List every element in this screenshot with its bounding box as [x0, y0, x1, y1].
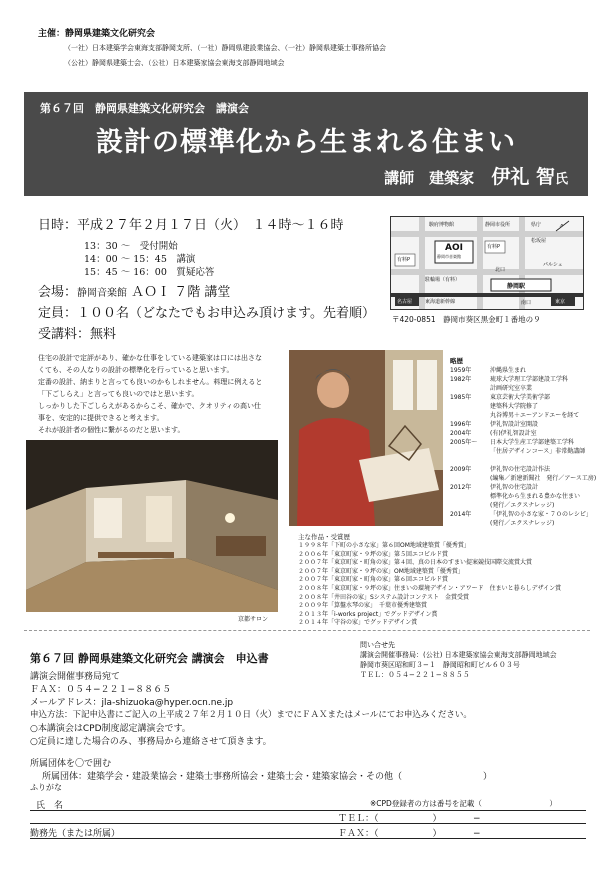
biography: [450, 356, 596, 528]
description-line: 定番の設計、納まりと言っても良いのかもしれません。料理に例えると: [38, 378, 263, 386]
description-line: 事を、安定的に提供できると考えます。: [38, 414, 164, 422]
works-row: ２００７年「東京町家・町角の家」第４回、真の日本のすまい提案競技国際交流賞大賞: [298, 559, 533, 567]
map-minami: 南口: [521, 300, 532, 306]
map-tokyo: 東京: [555, 299, 566, 305]
works-row: ２００７年「東京町家・９坪の家」OM地域建築賞「優秀賞」: [298, 567, 464, 575]
bio-row: 「住居デザインコース」非常勤講師: [490, 448, 586, 455]
description: [38, 352, 274, 436]
works-row: ２００６年「東京町家・９坪の家」第５回エコビルド賞: [298, 550, 449, 558]
description-line: 住宅の設計で定評があり、確かな仕事をしている建築家は口には出さな: [38, 354, 262, 362]
organizer-line-1: （一社）日本建築学会東海支部静岡支所、（一社）静岡県建設業協会、（一社）静岡県建築士事務所協会: [64, 44, 386, 52]
tel-label: ＴＥＬ：（ ） −: [338, 814, 481, 824]
description-line: それが設計者の個性に繋がるのだと思います。: [38, 426, 185, 434]
form-method: 申込方法：下記申込書にご記入の上平成２７年２月１０日（火）までにＦＡＸまたはメールにてお申込みください。: [30, 710, 472, 720]
map-station: 静岡駅: [507, 283, 526, 290]
contact-address: 静岡市葵区昭和町３−１ 静岡昭和町ビル６０３号: [360, 661, 520, 669]
works-row: ２０１４年「守谷の家」でグッドデザイン賞: [298, 619, 418, 627]
portrait-photo: [289, 350, 443, 526]
contact-tel: ＴＥＬ：０５４−２２１−８８５５: [360, 671, 470, 679]
works-row: ２００９年「算盤水琴の家」 千葉市優秀建築賞: [298, 602, 428, 610]
works-row: ２００８年「井田谷の家」Sシステム設計コンテスト 金賞受賞: [298, 593, 469, 601]
form-fax: ＦＡＸ：０５４−２２１−８８６５: [30, 685, 172, 695]
map-tokaido: 東海道新幹線: [425, 299, 456, 305]
map-parche: パルシェ: [543, 262, 563, 268]
work-field[interactable]: [30, 824, 586, 839]
works-row: ２００７年「東京町家・町角の家」第６回エコビルド賞: [298, 576, 449, 584]
furigana-label: ふりがな: [30, 783, 62, 792]
bio-row: 2005年〜 日本大学生産工学部建築工学科: [450, 439, 575, 446]
works-list: [298, 532, 561, 628]
bio-row: 2009年 伊礼智の住宅設計作法: [450, 466, 551, 473]
title-banner: [24, 92, 588, 196]
photo-caption: 京都サロン: [238, 616, 269, 623]
form-note-1: ○本講演会はCPD制度認定講演会です。: [30, 724, 191, 734]
north-arrow-icon: ↗: [559, 223, 564, 229]
map-parking-2: 有料P: [487, 244, 501, 250]
bio-row: 2012年 伊礼智の住宅設計: [450, 484, 539, 491]
map-kitaguchi: 北口: [495, 267, 506, 273]
bio-row: 1996年 伊礼智設計室開設: [450, 421, 539, 428]
venue-hall: 静岡音楽館: [77, 288, 128, 299]
map-aoi-sub: 静岡市音楽館: [437, 254, 461, 259]
name-field[interactable]: [30, 796, 586, 811]
map-pref-hall: 県庁: [531, 222, 542, 228]
bio-row: 丸谷博男＋エーアンドエーを経て: [490, 412, 580, 419]
tel-field[interactable]: [30, 811, 586, 824]
bio-row: (発行／エクスナレッジ): [490, 502, 555, 509]
description-line: しっかりした下ごしらえがあるからこそ、確かで、クオリティの高い仕: [38, 402, 262, 410]
speaker: [384, 162, 568, 189]
form-note-2: ○定員に達した場合のみ、事務局から連絡させて頂きます。: [30, 737, 272, 747]
cpd-note: ※CPD登録者の方は番号を記載（ ）: [370, 799, 557, 808]
contact-label: 問い合せ先: [360, 641, 395, 649]
bio-row: 標準化から生まれる豊かな住まい: [490, 493, 581, 500]
bio-row: (発行／エクスナレッジ): [490, 520, 555, 527]
works-row: １９９８年「下町の小さな家」第６回OM地域建築賞「優秀賞」: [298, 542, 470, 549]
works-heading: 主な作品・受賞歴: [298, 533, 350, 541]
venue-room: ＡＯＩ ７階 講堂: [131, 285, 231, 300]
event-subtitle: 第６７回 静岡県建築文化研究会 講演会: [40, 102, 249, 115]
fax-label: ＦＡＸ：（ ） −: [338, 829, 481, 839]
contact-org: 講演会開催事務局：(公社) 日本建築家協会東海支部静岡地域会: [360, 651, 557, 659]
map-matsuzakaya: 松坂屋: [531, 238, 547, 244]
venue: [38, 281, 230, 300]
venue-label: 会場：: [38, 285, 78, 300]
organizer-heading: 主催：静岡県建築文化研究会: [38, 29, 156, 39]
schedule-1: 13：30 〜 受付開始: [84, 241, 178, 252]
works-row: ２０１３年「i-works project」でグッドデザイン賞: [298, 610, 438, 618]
speaker-honorific: 氏: [554, 172, 568, 187]
description-line: 「下ごしらえ」と言っても良いのではと思います。: [38, 390, 199, 398]
speaker-role: 講師 建築家: [384, 169, 475, 187]
map-nagoya: 名古屋: [397, 299, 413, 305]
contact-info: [360, 640, 557, 680]
cut-line: [24, 630, 590, 631]
venue-address: 〒420-0851 静岡市葵区黒金町１番地の９: [392, 315, 541, 324]
form-mail: メールアドレス：jla-shizuoka@hyper.ocn.ne.jp: [30, 698, 234, 708]
form-to: 講演会開催事務局宛て: [30, 672, 121, 682]
schedule-2: 14：00 〜 15：45 講演: [84, 254, 196, 265]
form-title: 第６７回 静岡県建築文化研究会 講演会 申込書: [30, 652, 269, 665]
bio-row: 1982年 琉球大学理工学部建設工学科: [450, 376, 569, 383]
bio-row: 計画研究室卒業: [490, 385, 533, 392]
circle-prompt: 所属団体を〇で囲む: [30, 759, 112, 769]
map-bicycle-parking: 駐輪場（有料）: [425, 277, 461, 283]
fee: 受講料：無料: [38, 327, 117, 342]
schedule-3: 15：45 〜 16：00 質疑応答: [84, 267, 215, 278]
event-title: 設計の標準化から生まれる住まい: [96, 127, 516, 158]
venue-map: [390, 216, 584, 310]
bio-row: 2014年 「伊礼智の小さな家・７０のレシピ」: [450, 511, 592, 518]
bio-row: 1959年 沖縄県生まれ: [450, 367, 527, 374]
organizer-line-2: （公社）静岡県建築士会、（公社）日本建築家協会東海支部静岡地域会: [64, 59, 285, 67]
group-choices[interactable]: 所属団体：建築学会・建設業協会・建築士事務所協会・建築士会・建築家協会・その他（ ）: [42, 772, 493, 782]
map-city-hall: 静岡市役所: [485, 222, 511, 228]
description-line: くても、その人なりの設計の標準化を行っていると思います。: [38, 366, 234, 374]
bio-row: 2004年 (有)伊礼智設計室: [450, 430, 537, 437]
bio-row: (編集／新建新聞社 発行／アース工房): [490, 475, 597, 482]
capacity: 定員：１００名（どなたでもお申込み頂けます。先着順）: [38, 306, 375, 321]
bio-row: [450, 456, 596, 465]
works-row: ２００８年「東京町家・９坪の家」住まいの環境デザイン・アワード 住まいと暮らしデザイン賞: [298, 584, 562, 592]
bio-row: 建築科大学院修了: [490, 403, 539, 410]
bio-row: 1985年 東京芸術大学美術学部: [450, 394, 551, 401]
interior-photo: [26, 440, 278, 612]
map-museum: 駿府博物館: [429, 222, 455, 228]
work-label: 勤務先（または所属）: [30, 829, 121, 839]
bio-heading: 略歴: [450, 357, 463, 365]
map-aoi: AOI: [445, 243, 463, 253]
event-date: 日時：平成２７年２月１７日（火） １４時〜１６時: [38, 218, 344, 233]
speaker-name: 伊礼 智: [491, 166, 555, 188]
name-label: 氏 名: [36, 801, 64, 811]
map-parking-1: 有料P: [397, 257, 411, 263]
